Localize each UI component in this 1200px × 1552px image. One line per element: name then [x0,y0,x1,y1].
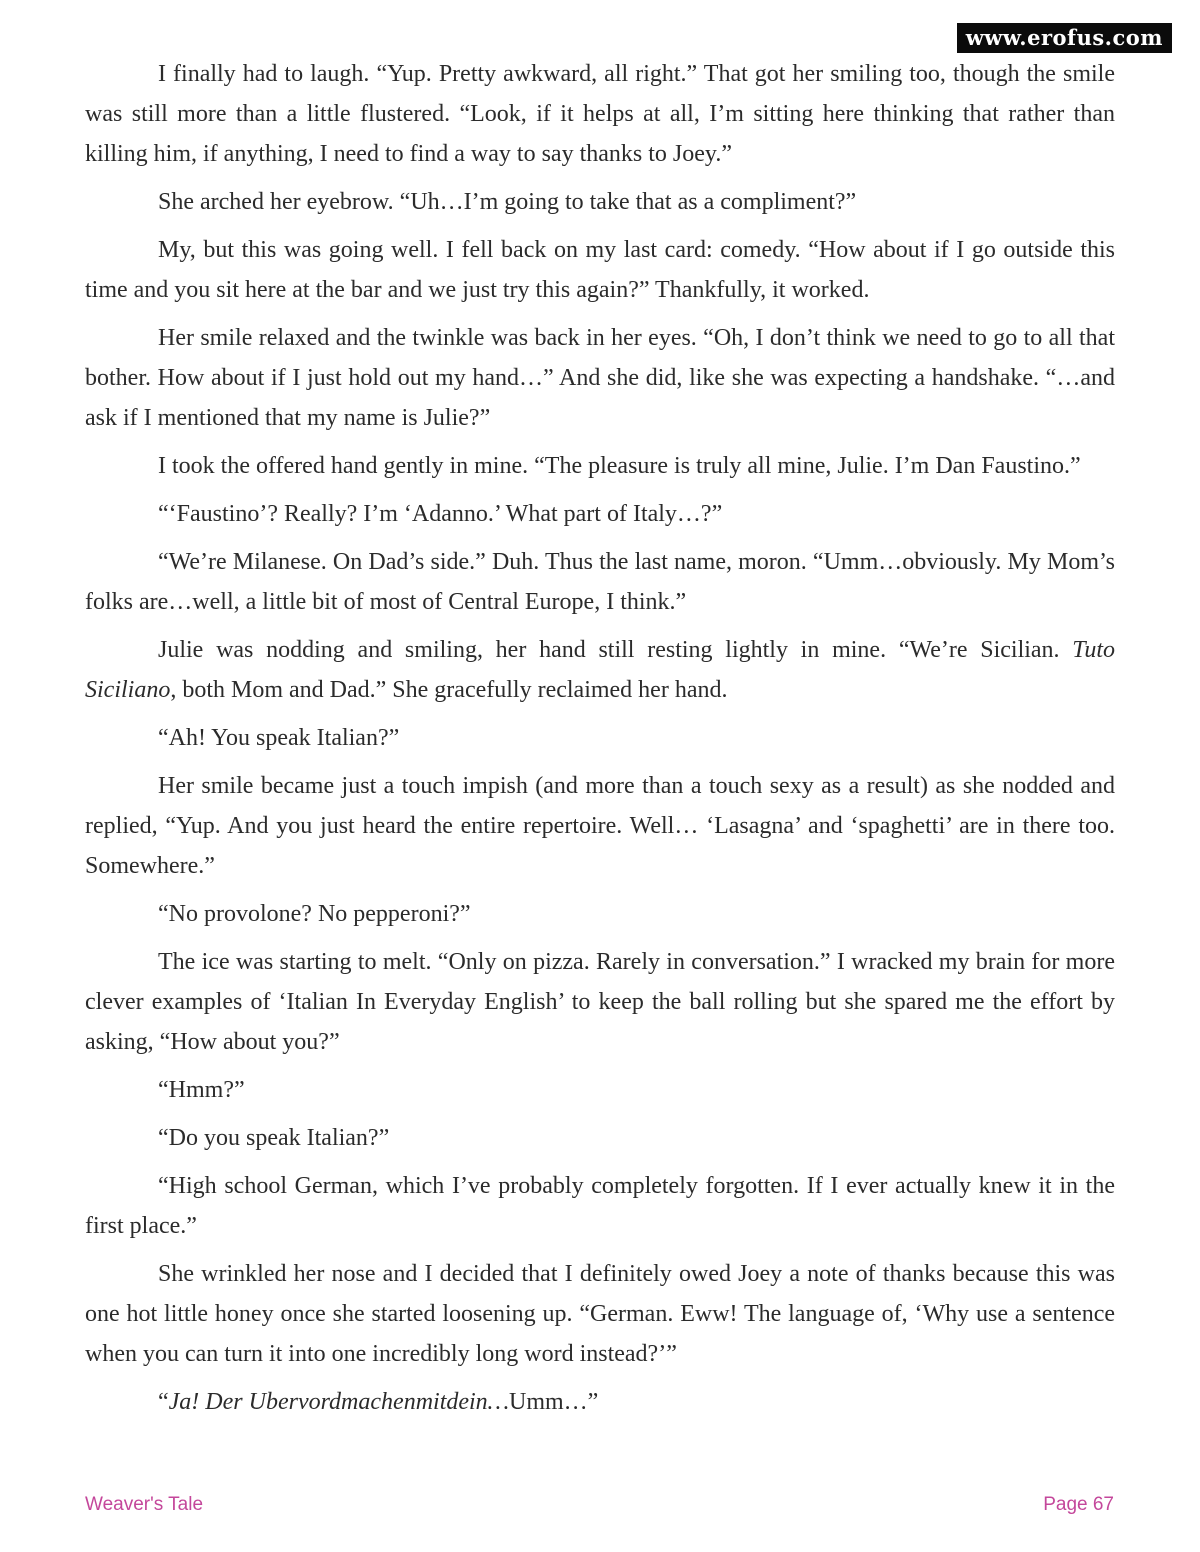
text-run: “Hmm?” [158,1077,245,1103]
paragraph [85,494,1115,534]
paragraph [85,54,1115,174]
paragraph [85,1070,1115,1110]
paragraph [85,230,1115,310]
page-body [85,54,1115,1430]
text-run: “We’re Milanese. On Dad’s side.” Duh. Thus the last name, moron. “Umm…obviously. My Mom’s folks are…well, a little bit of most of Central Europe, I think.” [85,549,1115,615]
italic-text: Ja! Der Ubervordmachenmitdein… [168,1389,510,1415]
italic-text: Tuto Siciliano [85,637,1115,703]
paragraph [85,1118,1115,1158]
paragraph [85,1254,1115,1374]
text-run: Her smile became just a touch impish (and more than a touch sexy as a result) as she nodded and replied, “Yup. And you just heard the entire repertoire. Well… ‘Lasagna’ and ‘spaghetti’ are in there too. Somewhere.” [85,773,1115,879]
text-run: She wrinkled her nose and I decided that I definitely owed Joey a note of thanks because this was one hot little honey once she started loosening up. “German. Eww! The language of, ‘Why use a sentence when you can turn it into one incredibly long word instead?’” [85,1261,1115,1367]
text-run: The ice was starting to melt. “Only on pizza. Rarely in conversation.” I wracked my brain for more clever examples of ‘Italian In Everyday English’ to keep the ball rolling but she spared me the effort by asking, “How about you?” [85,949,1115,1055]
footer-page-number: Page 67 [1043,1494,1114,1515]
paragraph [85,630,1115,710]
watermark-badge: www.erofus.com [957,23,1172,53]
footer-book-title: Weaver's Tale [85,1494,204,1515]
text-run: “No provolone? No pepperoni?” [158,901,471,927]
text-run: Julie was nodding and smiling, her hand still resting lightly in mine. “We’re Sicilian. [158,637,1073,663]
text-run: “‘Faustino’? Really? I’m ‘Adanno.’ What part of Italy…?” [158,501,723,527]
text-run: Her smile relaxed and the twinkle was back in her eyes. “Oh, I don’t think we need to go to all that bother. How about if I just hold out my hand…” And she did, like she was expecting a handshake. “…and ask if I mentioned that my name is Julie?” [85,325,1115,431]
paragraph [85,718,1115,758]
text-run: , both Mom and Dad.” She gracefully reclaimed her hand. [170,677,728,703]
text-run: I took the offered hand gently in mine. “The pleasure is truly all mine, Julie. I’m Dan Faustino.” [158,453,1081,479]
paragraph [85,942,1115,1062]
paragraph [85,318,1115,438]
text-run: I finally had to laugh. “Yup. Pretty awkward, all right.” That got her smiling too, though the smile was still more than a little flustered. “Look, if it helps at all, I’m sitting here thinking that rather than killing him, if anything, I need to find a way to say thanks to Joey.” [85,61,1115,167]
text-run: Umm…” [509,1389,599,1415]
text-run: “Do you speak Italian?” [158,1125,390,1151]
text-run: “Ah! You speak Italian?” [158,725,400,751]
paragraph [85,766,1115,886]
text-run: My, but this was going well. I fell back on my last card: comedy. “How about if I go outside this time and you sit here at the bar and we just try this again?” Thankfully, it worked. [85,237,1115,303]
text-run: “High school German, which I’ve probably completely forgotten. If I ever actually knew it in the first place.” [85,1173,1115,1239]
text-run: She arched her eyebrow. “Uh…I’m going to take that as a compliment?” [158,189,857,215]
paragraph [85,446,1115,486]
paragraph [85,1166,1115,1246]
paragraph [85,894,1115,934]
text-run: “ [158,1389,169,1415]
paragraph [85,542,1115,622]
paragraph [85,1382,1115,1422]
paragraph [85,182,1115,222]
